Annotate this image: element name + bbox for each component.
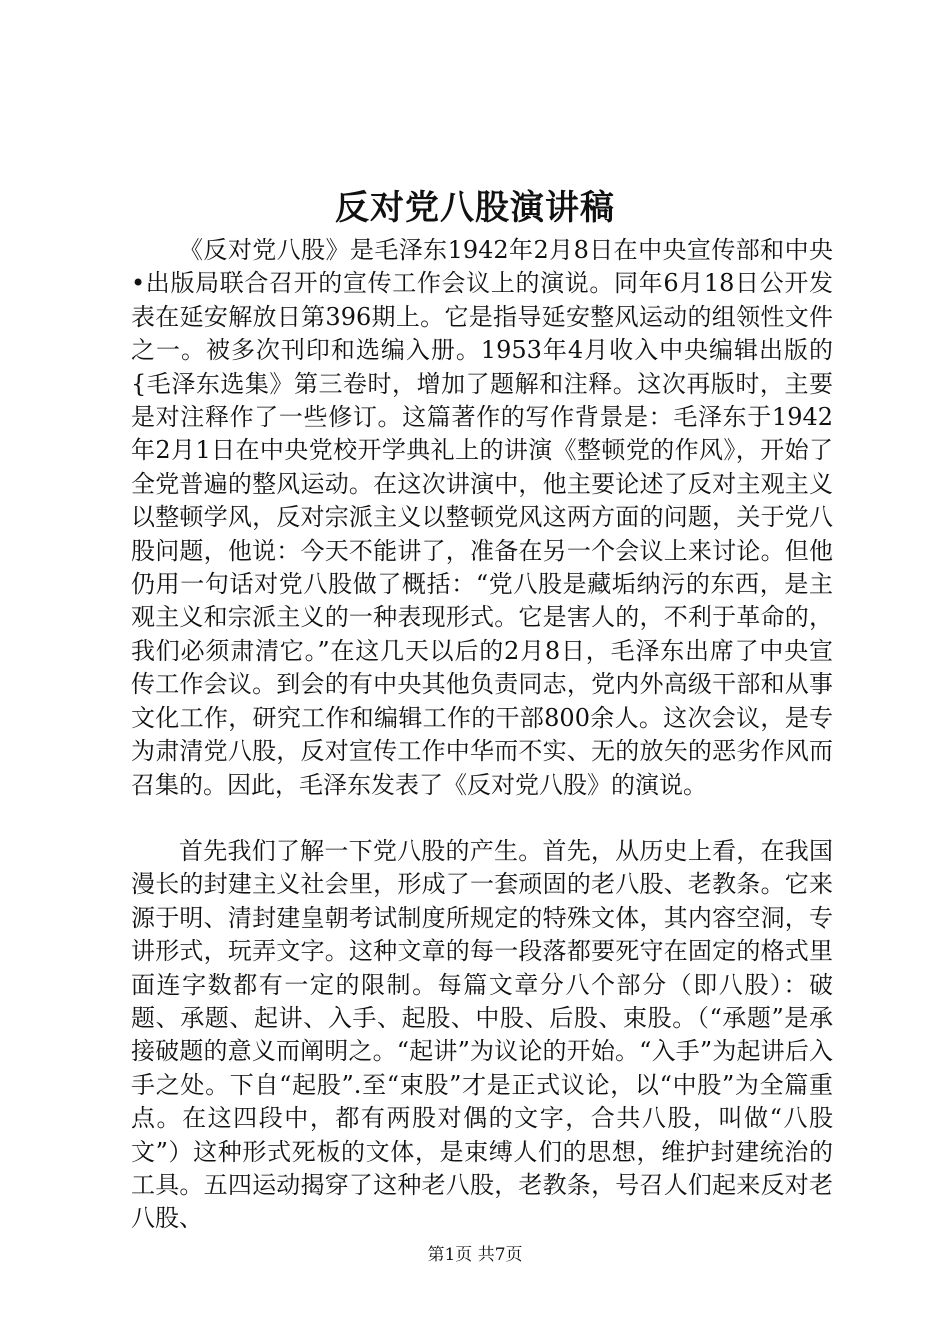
page-footer: 第1页 共7页 bbox=[427, 1245, 523, 1265]
document-body bbox=[131, 234, 833, 1236]
document-title: 反对党八股演讲稿 bbox=[335, 188, 615, 228]
paragraph-1: 《反对党八股》是毛泽东1942年2月8日在中央宣传部和中央•出版局联合召开的宣传工作会议上的演说。同年6月18日公开发表在延安解放日第396期上。它是指导延安整风运动的组领性文件之一。被多次刊印和选编入册。1953年4月收入中央编辑出版的{毛泽东选集》第三卷时，增加了题解和注释。这次再版时，主要是对注释作了一些修订。这篇著作的写作背景是：毛泽东于1942年2月1日在中央党校开学典礼上的讲演《整顿党的作风》，开始了全党普遍的整风运动。在这次讲演中，他主要论述了反对主观主义以整顿学风，反对宗派主义以整顿党风这两方面的问题，关于党八股问题，他说：今天不能讲了，准备在另一个会议上来讨论。但他仍用一句话对党八股做了概括：“党八股是藏垢纳污的东西，是主观主义和宗派主义的一种表现形式。它是害人的，不利于革命的，我们必须肃清它。”在这几天以后的2月8日，毛泽东出席了中央宣传工作会议。到会的有中央其他负责同志，党内外高级干部和从事文化工作，研究工作和编辑工作的干部800余人。这次会议，是专为肃清党八股，反对宣传工作中华而不实、无的放矢的恶劣作风而召集的。因此，毛泽东发表了《反对党八股》的演说。 bbox=[131, 236, 833, 799]
paragraph-2: 首先我们了解一下党八股的产生。首先，从历史上看，在我国漫长的封建主义社会里，形成了一套顽固的老八股、老教条。它来源于明、清封建皇朝考试制度所规定的特殊文体，其内容空洞，专讲形式，玩弄文字。这种文章的每一段落都要死守在固定的格式里面连字数都有一定的限制。每篇文章分八个部分（即八股）：破题、承题、起讲、入手、起股、中股、后股、束股。（“承题”是承接破题的意义而阐明之。“起讲”为议论的开始。“入手”为起讲后入手之处。下自“起股”.至“束股”才是正式议论，以“中股”为全篇重点。在这四段中，都有两股对偶的文字，合共八股，叫做“八股文”）这种形式死板的文体，是束缚人们的思想，维护封建统治的工具。五四运动揭穿了这种老八股，老教条，号召人们起来反对老八股、 bbox=[131, 836, 833, 1233]
